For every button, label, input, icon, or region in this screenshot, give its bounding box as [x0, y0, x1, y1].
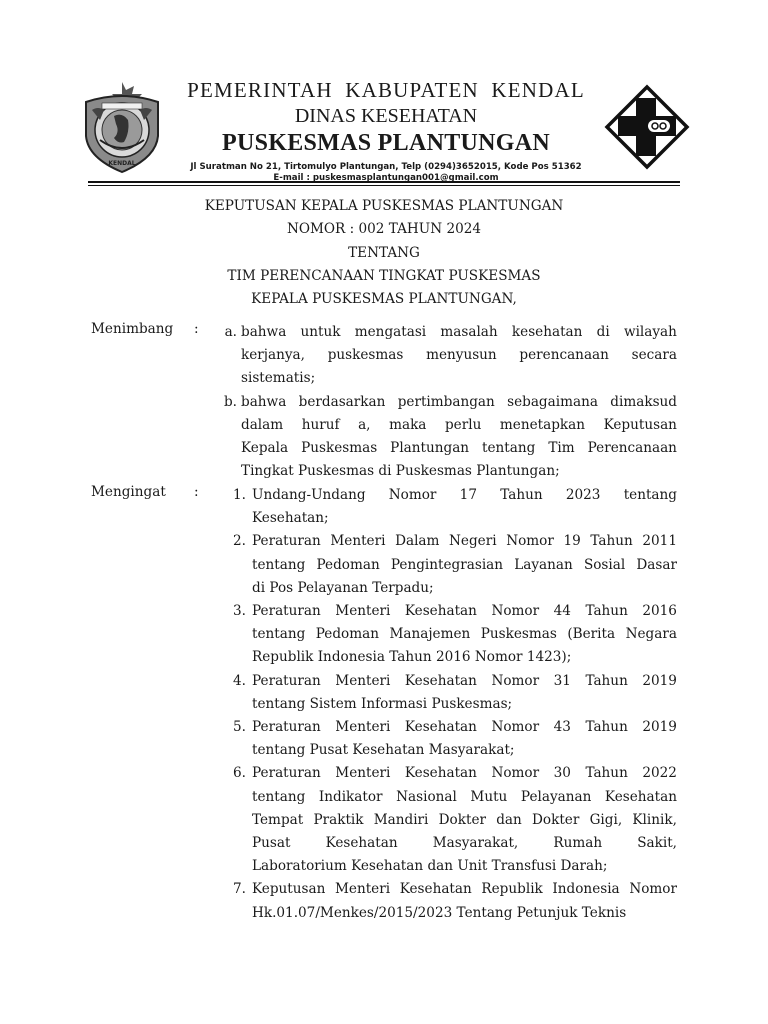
letterhead-rule-thin [88, 185, 680, 186]
mengingat-item-marker: 1. [233, 487, 246, 503]
mengingat-item-line: Peraturan Menteri Kesehatan Nomor 31 Tahun 2019 [252, 672, 677, 689]
menimbang-colon: : [194, 321, 199, 337]
menimbang-label: Menimbang [91, 321, 174, 337]
mengingat-item-marker: 4. [233, 672, 246, 689]
decree-subject: TIM PERENCANAAN TINGKAT PUSKESMAS [227, 267, 541, 284]
decree-title [88, 195, 680, 311]
address-line: Jl Suratman No 21, Tirtomulyo Plantungan, Telp (0294)3652015, Kode Pos 51362 [190, 162, 582, 172]
menimbang-item-marker: b. [223, 393, 237, 410]
mengingat-item-line: tentang Pedoman Manajemen Puskesmas (Berita Negara [252, 626, 677, 643]
mengingat-item-line: Peraturan Menteri Kesehatan Nomor 30 Tahun 2022 [252, 765, 677, 782]
mengingat-label: Mengingat [91, 484, 166, 500]
unit-name: PUSKESMAS PLANTUNGAN [221, 130, 551, 156]
mengingat-item-line: tentang Indikator Nasional Mutu Pelayanan Kesehatan [252, 788, 677, 805]
decree-heading: KEPUTUSAN KEPALA PUSKESMAS PLANTUNGAN [204, 198, 564, 214]
mengingat-item-line: di Pos Pelayanan Terpadu; [252, 579, 434, 596]
menimbang-item-line: Kepala Puskesmas Plantungan tentang Tim Perencanaan [241, 439, 677, 456]
mengingat-item-line: tentang Pedoman Pengintegrasian Layanan Sosial Dasar [252, 556, 677, 573]
mengingat-item-marker: 3. [233, 603, 246, 619]
letterhead-rule-thick [88, 181, 680, 183]
mengingat-item-marker: 6. [233, 765, 246, 782]
mengingat-item-line: Undang-Undang Nomor 17 Tahun 2023 tentang [252, 487, 677, 503]
mengingat-colon: : [194, 484, 199, 500]
decree-number: NOMOR : 002 TAHUN 2024 [286, 221, 482, 238]
mengingat-item-line: Peraturan Menteri Kesehatan Nomor 44 Tahun 2016 [252, 603, 677, 619]
mengingat-item-line: Pusat Kesehatan Masyarakat, Rumah Sakit, [252, 834, 677, 851]
decree-about: TENTANG [348, 244, 420, 261]
mengingat-item-line: Laboratorium Kesehatan dan Unit Transfusi Darah; [252, 858, 608, 875]
emblem-caption: KENDAL [108, 160, 136, 167]
mengingat-item-line: Tempat Praktik Mandiri Dokter dan Dokter Gigi, Klinik, [252, 811, 677, 828]
department-name: DINAS KESEHATAN [294, 105, 478, 127]
menimbang-item-line: dalam huruf a, maka perlu menetapkan Keputusan [241, 416, 677, 433]
menimbang-item-line: sistematis; [241, 370, 316, 387]
puskesmas-cross-icon [604, 84, 690, 170]
mengingat-item-line: Peraturan Menteri Dalam Negeri Nomor 19 Tahun 2011 [252, 533, 677, 550]
government-name: PEMERINTAH KABUPATEN KENDAL [187, 78, 585, 102]
mengingat-item-line: Republik Indonesia Tahun 2016 Nomor 1423); [252, 649, 572, 666]
menimbang-item-marker: a. [224, 324, 237, 340]
letterhead [168, 78, 604, 184]
mengingat-item-line: Kesehatan; [252, 510, 329, 527]
mengingat-item-marker: 2. [233, 533, 246, 550]
menimbang-item-line: kerjanya, puskesmas menyusun perencanaan secara [241, 347, 677, 364]
decree-issuer: KEPALA PUSKESMAS PLANTUNGAN, [251, 291, 517, 308]
menimbang-item-line: bahwa untuk mengatasi masalah kesehatan di wilayah [241, 324, 677, 340]
mengingat-item-line: tentang Pusat Kesehatan Masyarakat; [252, 742, 515, 759]
mengingat-item-marker: 5. [233, 719, 246, 735]
mengingat-item-marker: 7. [233, 881, 246, 898]
menimbang-item-line: bahwa berdasarkan pertimbangan sebagaimana dimaksud [241, 393, 677, 410]
menimbang-item-line: Tingkat Puskesmas di Puskesmas Plantungan; [241, 463, 560, 480]
email-line: E-mail : puskesmasplantungan001@gmail.com [273, 173, 499, 183]
mengingat-item-line: tentang Sistem Informasi Puskesmas; [252, 695, 513, 712]
mengingat-item-line: Peraturan Menteri Kesehatan Nomor 43 Tahun 2019 [252, 719, 677, 735]
mengingat-item-line: Hk.01.07/Menkes/2015/2023 Tentang Petunjuk Teknis [252, 904, 627, 921]
mengingat-item-line: Keputusan Menteri Kesehatan Republik Indonesia Nomor [252, 881, 677, 898]
